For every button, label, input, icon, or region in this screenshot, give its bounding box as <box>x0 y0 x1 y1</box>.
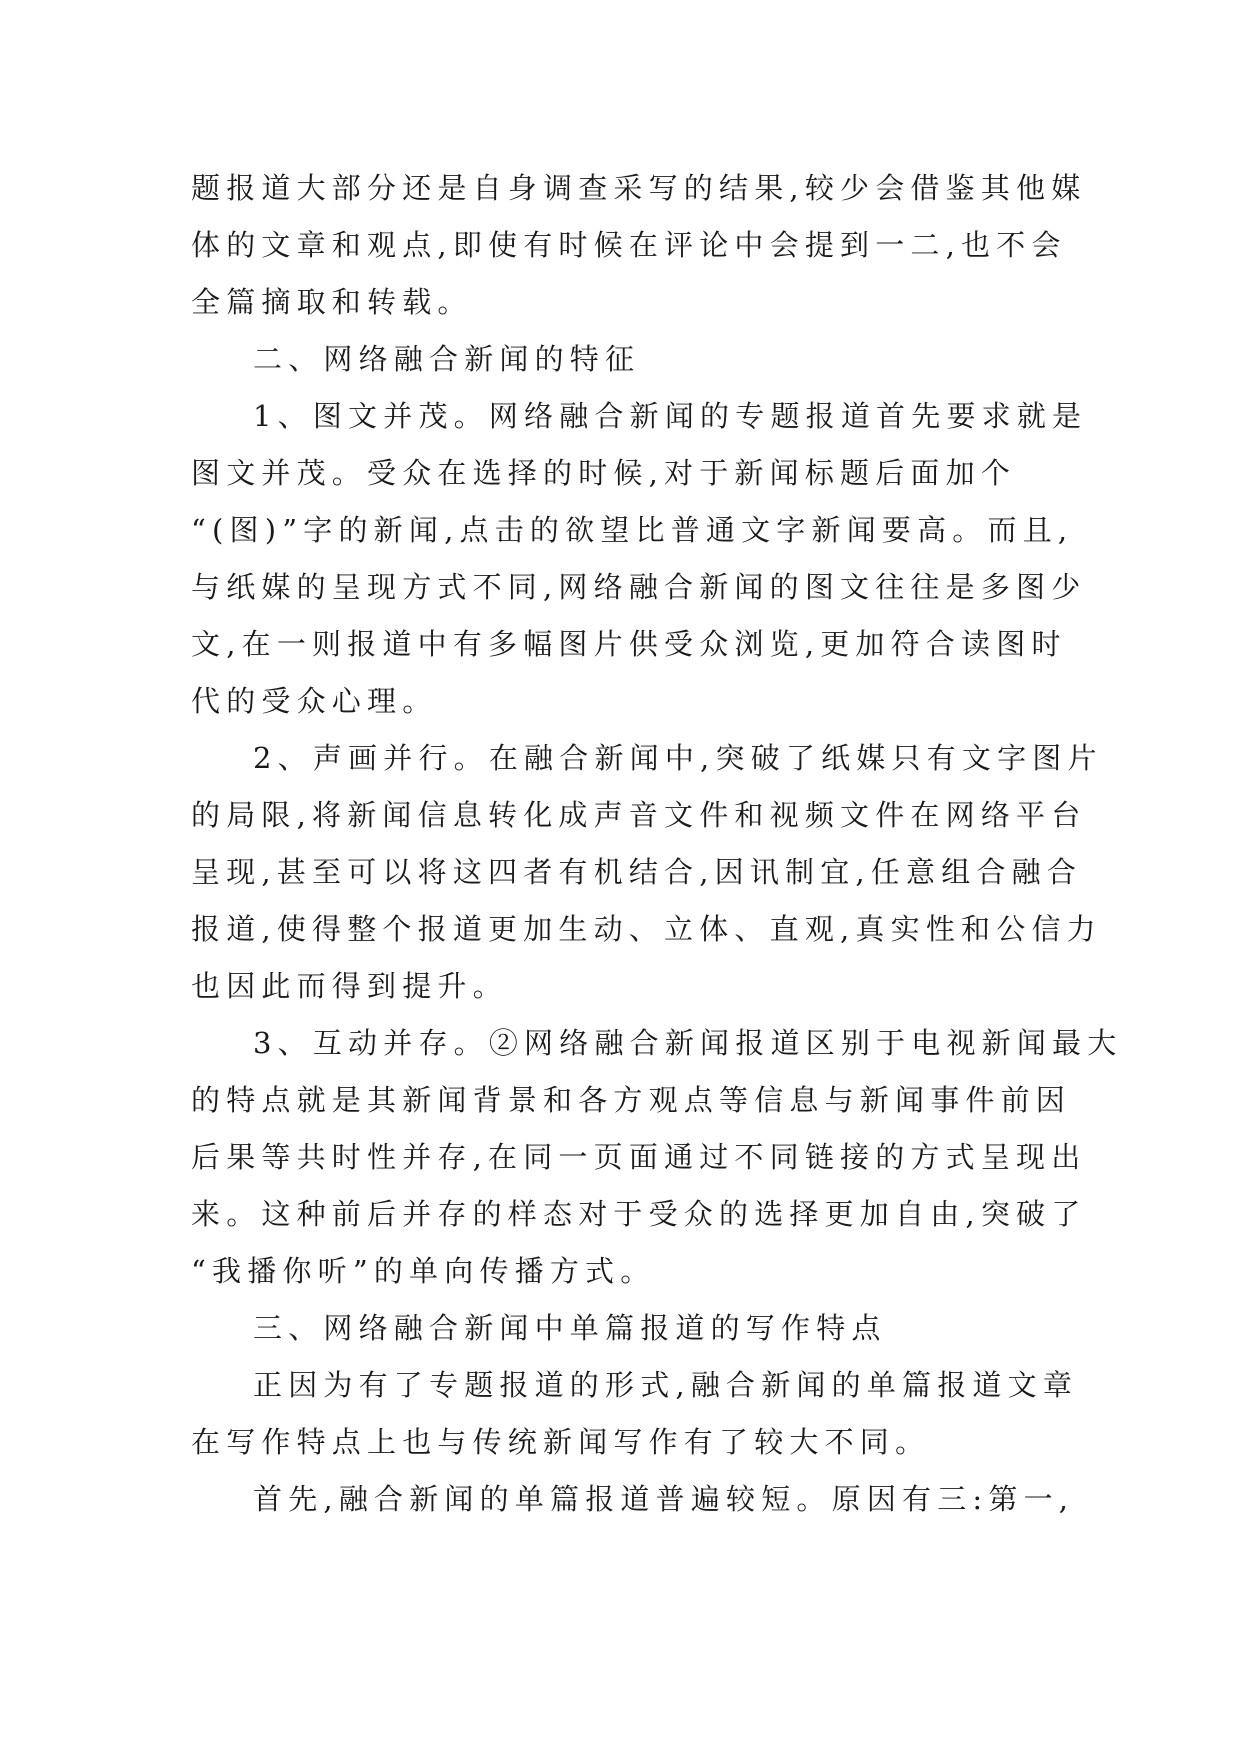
text-line: 报道,使得整个报道更加生动、立体、直观,真实性和公信力 <box>191 912 1102 946</box>
text-line: 在写作特点上也与传统新闻写作有了较大不同。 <box>191 1425 931 1459</box>
text-line: 代的受众心理。 <box>191 684 438 718</box>
text-line: 呈现,甚至可以将这四者有机结合,因讯制宜,任意组合融合 <box>191 855 1083 889</box>
text-line: 与纸媒的呈现方式不同,网络融合新闻的图文往往是多图少 <box>191 570 1087 604</box>
text-line: 全篇摘取和转载。 <box>191 285 473 319</box>
paragraph-start: 3、互动并存。②网络融合新闻报道区别于电视新闻最大 <box>253 1026 1123 1060</box>
paragraph-start: 首先,融合新闻的单篇报道普遍较短。原因有三:第一, <box>253 1482 1075 1516</box>
text-line: 也因此而得到提升。 <box>191 969 508 1003</box>
text-line: 的特点就是其新闻背景和各方观点等信息与新闻事件前因 <box>191 1083 1072 1117</box>
text-line: 文,在一则报道中有多幅图片供受众浏览,更加符合读图时 <box>191 627 1067 661</box>
document-body <box>191 160 1123 1528</box>
paragraph-start: 正因为有了专题报道的形式,融合新闻的单篇报道文章 <box>253 1368 1079 1402</box>
text-line: 后果等共时性并存,在同一页面通过不同链接的方式呈现出 <box>191 1140 1087 1174</box>
text-line: 体的文章和观点,即使有时候在评论中会提到一二,也不会 <box>191 228 1067 262</box>
text-line: 的局限,将新闻信息转化成声音文件和视频文件在网络平台 <box>191 798 1087 832</box>
paragraph-start: 2、声画并行。在融合新闻中,突破了纸媒只有文字图片 <box>253 741 1103 775</box>
section-heading: 三、网络融合新闻中单篇报道的写作特点 <box>253 1311 887 1345</box>
text-line: 题报道大部分还是自身调查采写的结果,较少会借鉴其他媒 <box>191 171 1087 205</box>
text-line: “(图)”字的新闻,点击的欲望比普通文字新闻要高。而且, <box>191 513 1074 547</box>
text-line: 来。这种前后并存的样态对于受众的选择更加自由,突破了 <box>191 1197 1087 1231</box>
text-line: “我播你听”的单向传播方式。 <box>191 1254 656 1288</box>
section-heading: 二、网络融合新闻的特征 <box>253 342 641 376</box>
text-line: 图文并茂。受众在选择的时候,对于新闻标题后面加个 <box>191 456 1017 490</box>
paragraph-start: 1、图文并茂。网络融合新闻的专题报道首先要求就是 <box>253 399 1088 433</box>
